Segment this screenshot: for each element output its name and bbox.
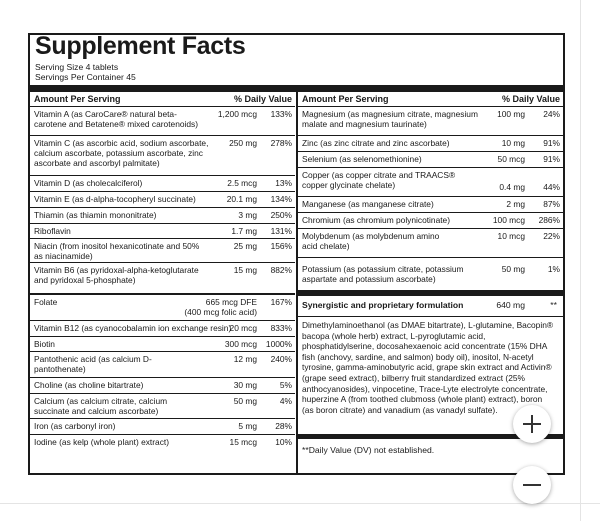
nutrient-name: Folate — [34, 297, 58, 307]
nutrient-row — [30, 321, 295, 337]
nutrient-daily-value: 28% — [275, 421, 292, 431]
nutrient-daily-value: 240% — [270, 354, 292, 364]
nutrient-amount: 10 mcg — [497, 231, 525, 241]
viewer-bottom-line — [0, 503, 600, 504]
plus-icon — [521, 413, 543, 435]
nutrient-amount: 3 mg — [238, 210, 257, 220]
nutrient-name: Chromium (as chromium polynicotinate) — [302, 215, 451, 225]
nutrient-row — [298, 152, 563, 168]
nutrient-row — [30, 378, 295, 394]
nutrient-row — [298, 197, 563, 213]
left-header-row — [30, 92, 295, 107]
nutrient-daily-value: 13% — [275, 178, 292, 188]
nutrient-daily-value: 250% — [270, 210, 292, 220]
nutrient-amount: 12 mg — [233, 354, 257, 364]
daily-value-heading: % Daily Value — [233, 94, 292, 104]
nutrient-daily-value: 882% — [270, 265, 292, 275]
nutrient-amount: 50 mcg — [497, 154, 525, 164]
nutrient-daily-value: 91% — [543, 138, 560, 148]
nutrient-name: Riboflavin — [34, 226, 71, 236]
nutrient-name: Iodine (as kelp (whole plant) extract) — [34, 437, 169, 447]
nutrient-name: Vitamin A (as CaroCare® natural beta-carotene and Betatene® mixed carotenoids) — [34, 109, 198, 129]
nutrient-name: Vitamin B12 (as cyanocobalamin ion exchange resin) — [34, 323, 232, 333]
nutrient-amount: 2.5 mcg — [227, 178, 257, 188]
blend-amount: 640 mg — [496, 300, 525, 310]
nutrient-name: Potassium (as potassium citrate, potassium aspartate and potassium ascorbate) — [302, 264, 464, 284]
nutrient-name: Vitamin E (as d-alpha-tocopheryl succinate) — [34, 194, 196, 204]
nutrient-daily-value: 167% — [270, 297, 292, 307]
nutrient-row — [298, 229, 563, 258]
nutrient-row — [30, 176, 295, 192]
proprietary-blend-row — [298, 290, 563, 317]
nutrient-name: Vitamin D (as cholecalciferol) — [34, 178, 143, 188]
nutrient-row — [298, 213, 563, 229]
blend-name: Synergistic and proprietary formulation — [302, 300, 464, 310]
nutrient-daily-value: 24% — [543, 109, 560, 119]
serving-size: Serving Size 4 tablets — [35, 62, 119, 72]
nutrient-daily-value: 44% — [543, 182, 560, 192]
nutrient-name: Vitamin C (as ascorbic acid, sodium ascorbate, calcium ascorbate, potassium ascorbate, zinc ascorbate and ascorbyl palmitate) — [34, 138, 209, 168]
nutrient-row — [30, 208, 295, 224]
nutrient-name: Molybdenum (as molybdenum amino acid chelate) — [302, 231, 440, 251]
nutrient-row — [30, 394, 295, 419]
nutrient-amount: 2 mg — [506, 199, 525, 209]
nutrient-name: Iron (as carbonyl iron) — [34, 421, 116, 431]
zoom-out-button[interactable] — [513, 466, 551, 504]
nutrient-row — [30, 192, 295, 208]
nutrient-amount: 300 mcg — [224, 339, 257, 349]
nutrient-daily-value: 133% — [270, 109, 292, 119]
nutrient-row — [30, 263, 295, 295]
nutrient-daily-value: 87% — [543, 199, 560, 209]
right-header-row — [298, 92, 563, 107]
zoom-in-button[interactable] — [513, 405, 551, 443]
amount-per-serving-heading: Amount Per Serving — [34, 94, 121, 104]
nutrient-amount: 50 mg — [501, 264, 525, 274]
nutrient-daily-value: 22% — [543, 231, 560, 241]
nutrient-name: Selenium (as selenomethionine) — [302, 154, 422, 164]
blend-ingredients: Dimethylaminoethanol (as DMAE bitartrate), L-glutamine, Bacopin® bacopa (whole herb) extract, L-pyroglutamic acid, phosphatidylserine, docosahexaenoic acid concentrate (15% DHA fish (anchovy, sardine, and salmon) body oil), inositol, N-acetyl tyrosine, gamma-aminobutyric acid, grape skin extract and Activin® (grape seed extract), bilberry fruit standardized extract (25% anthocyanosides), vinpocetine, Trace-Lyte electrolyte concentrate, huperzine A (from toothed clubmoss (whole plant) extract), boron (as boron citrate) and vanadium (as vanadyl sulfate). — [302, 320, 554, 415]
panel-title: Supplement Facts — [35, 33, 246, 60]
nutrient-daily-value: 156% — [270, 241, 292, 251]
viewer-edge-line — [580, 0, 581, 521]
daily-value-footnote: **Daily Value (DV) not established. — [302, 445, 435, 455]
nutrient-row — [30, 224, 295, 239]
nutrient-name: Manganese (as manganese citrate) — [302, 199, 434, 209]
nutrient-row — [30, 419, 295, 435]
nutrient-name: Niacin (from inositol hexanicotinate and 50% as niacinamide) — [34, 241, 200, 261]
nutrient-amount: 15 mg — [233, 265, 257, 275]
nutrient-row — [298, 107, 563, 136]
minus-icon — [521, 474, 543, 496]
servings-per-container: Servings Per Container 45 — [35, 72, 136, 82]
nutrient-name: Calcium (as calcium citrate, calcium succinate and calcium ascorbate) — [34, 396, 168, 416]
nutrient-name: Copper (as copper citrate and TRAACS® copper glycinate chelate) — [302, 170, 456, 190]
nutrient-row — [30, 352, 295, 378]
nutrient-name: Zinc (as zinc citrate and zinc ascorbate) — [302, 138, 450, 148]
nutrient-row — [298, 168, 563, 197]
nutrient-amount: 250 mg — [229, 138, 257, 148]
nutrient-amount: 100 mcg — [492, 215, 525, 225]
nutrient-daily-value: 5% — [279, 380, 292, 390]
supplement-facts-panel — [28, 33, 565, 475]
nutrient-daily-value: 91% — [543, 154, 560, 164]
left-column — [30, 92, 295, 475]
nutrient-daily-value: 4% — [279, 396, 292, 406]
nutrient-daily-value: 1000% — [265, 339, 292, 349]
nutrient-row — [30, 239, 295, 263]
nutrient-amount: 15 mcg — [229, 437, 257, 447]
nutrient-amount-detail: (400 mcg folic acid) — [184, 307, 257, 317]
nutrient-name: Pantothenic acid (as calcium D-pantothenate) — [34, 354, 152, 374]
nutrient-daily-value: 1% — [547, 264, 560, 274]
nutrient-name: Thiamin (as thiamin mononitrate) — [34, 210, 157, 220]
nutrient-amount: 100 mg — [497, 109, 525, 119]
nutrient-daily-value: 10% — [275, 437, 292, 447]
blend-daily-value: ** — [550, 300, 557, 310]
nutrient-amount: 20 mcg — [229, 323, 257, 333]
nutrient-amount: 1,200 mcg — [217, 109, 257, 119]
nutrient-row — [30, 337, 295, 352]
nutrient-daily-value: 131% — [270, 226, 292, 236]
nutrient-amount: 5 mg — [238, 421, 257, 431]
amount-per-serving-heading: Amount Per Serving — [302, 94, 389, 104]
nutrient-amount: 50 mg — [233, 396, 257, 406]
nutrient-name: Biotin — [34, 339, 55, 349]
nutrient-amount: 10 mg — [501, 138, 525, 148]
nutrient-row — [30, 107, 295, 136]
nutrient-name: Magnesium (as magnesium citrate, magnesium malate and magnesium taurinate) — [302, 109, 478, 129]
daily-value-heading: % Daily Value — [501, 94, 560, 104]
nutrient-daily-value: 286% — [538, 215, 560, 225]
nutrient-amount: 665 mcg DFE — [205, 297, 257, 307]
nutrient-name: Vitamin B6 (as pyridoxal-alpha-ketoglutarate and pyridoxal 5-phosphate) — [34, 265, 199, 285]
nutrient-row — [30, 435, 295, 450]
nutrient-amount: 1.7 mg — [231, 226, 257, 236]
nutrient-amount: 20.1 mg — [226, 194, 257, 204]
nutrient-row — [298, 136, 563, 152]
nutrient-amount: 0.4 mg — [499, 182, 525, 192]
nutrient-daily-value: 278% — [270, 138, 292, 148]
nutrient-amount: 25 mg — [233, 241, 257, 251]
nutrient-row — [30, 295, 295, 321]
nutrient-row — [30, 136, 295, 176]
nutrient-name: Choline (as choline bitartrate) — [34, 380, 144, 390]
nutrient-amount: 30 mg — [233, 380, 257, 390]
nutrient-row — [298, 258, 563, 290]
nutrient-daily-value: 833% — [270, 323, 292, 333]
nutrient-daily-value: 134% — [270, 194, 292, 204]
